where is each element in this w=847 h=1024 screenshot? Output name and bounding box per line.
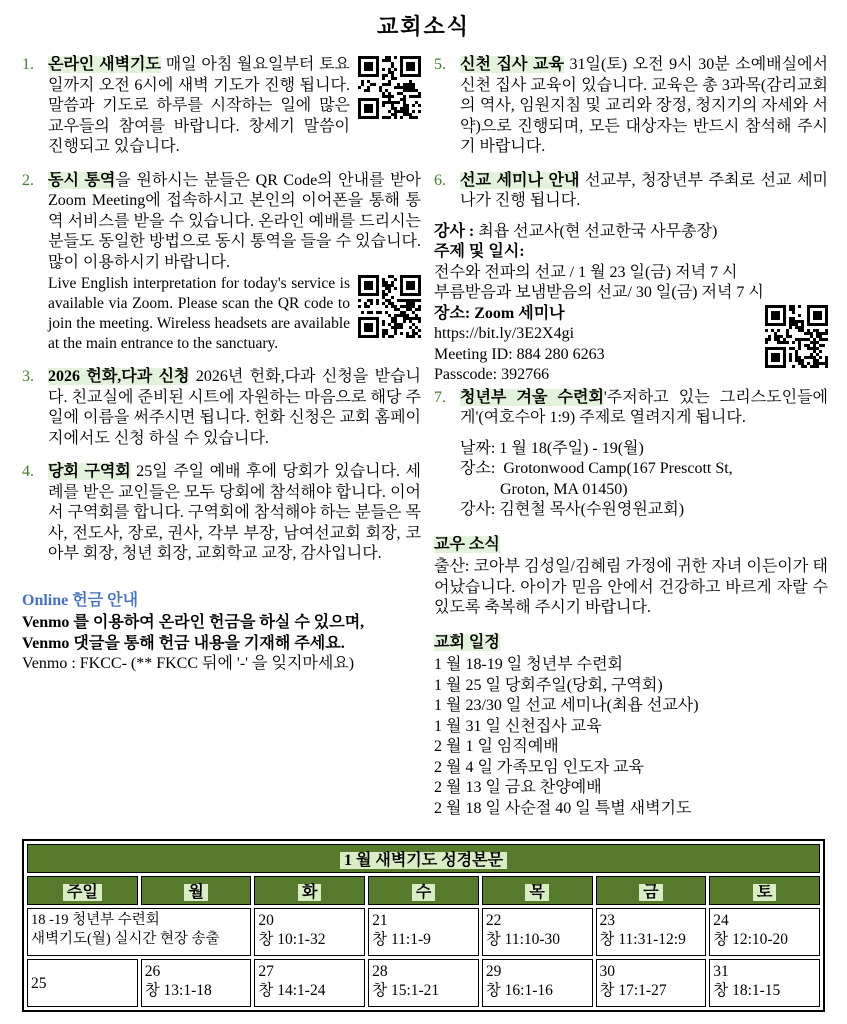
- item-content: [460, 388, 828, 429]
- date-number: 25: [31, 974, 47, 992]
- lecturer-value: 최욥 선교사(현 선교한국 사무총장): [474, 222, 718, 240]
- day-header-label: 토: [753, 884, 776, 901]
- qr-code: [358, 275, 421, 338]
- seminar-schedule-2: 부름받음과 보냄받음의 선교/ 30 일(금) 저녁 7 시: [434, 284, 764, 301]
- item-body: 2026년 헌화,다과 신청을 받습니다. 친교실에 준비된 시트에 자원하는 마음으로 해당 주일에 이름을 써주시면 됩니다. 헌화 신청은 교회 홈페이지에서도 신청 하실 수 있습니다.: [48, 368, 421, 447]
- item-heading: 당회 구역회: [48, 463, 131, 480]
- lecturer-label: 강사 :: [434, 222, 475, 240]
- item-number: 4.: [22, 463, 34, 480]
- item-body: 매일 아침 월요일부터 토요일까지 오전 6시에 새벽 기도가 진행 됩니다. 말씀과 기도로 하루를 시작하는 일에 많은 교우들의 참여를 바랍니다. 창세기 말씀이 진행되고 있습니다.: [48, 56, 350, 155]
- table-cell-retreat: [27, 908, 251, 956]
- day-header-tue: [254, 876, 365, 905]
- table-title: 1 월 새벽기도 성경본문: [340, 852, 507, 869]
- qr-code: [358, 56, 421, 119]
- date-number: 22: [485, 912, 502, 929]
- day-header-label: 주일: [63, 884, 102, 901]
- date-number: 21: [372, 912, 388, 929]
- date-number: 26: [144, 963, 161, 980]
- seminar-details: [434, 222, 828, 386]
- table-cell-21: [368, 908, 479, 956]
- member-news-heading: [434, 535, 828, 556]
- table-cell-31: [709, 959, 820, 1007]
- retreat-details: [460, 439, 828, 521]
- schedule-line: 2 월 13 일 금요 찬양예배: [434, 779, 602, 796]
- church-schedule-section: [434, 633, 828, 820]
- schedule-line: 2 월 1 일 임직예배: [434, 738, 559, 755]
- scripture-ref: 창 11:1-9: [372, 931, 431, 948]
- seminar-url[interactable]: https://bit.ly/3E2X4gi: [434, 325, 575, 342]
- online-giving-line1: Venmo 를 이용하여 온라인 헌금을 하실 수 있으며,: [22, 614, 365, 631]
- date-number: 31: [713, 963, 729, 980]
- retreat-date: 날짜: 1 월 18(주일) - 19(월): [460, 439, 644, 457]
- item-number: 3.: [22, 368, 34, 385]
- table-cell-24: [709, 908, 820, 956]
- table-cell-23: [596, 908, 707, 956]
- table-week2-row: [27, 959, 820, 1007]
- table-cell-26: [141, 959, 252, 1007]
- list-item-2: [22, 171, 421, 355]
- online-giving-line2: Venmo 댓글을 통해 헌금 내용을 기재해 주세요.: [22, 634, 345, 652]
- item-body: 선교부, 청장년부 주최로 선교 세미나가 진행 됩니다.: [460, 171, 828, 209]
- retreat-note-line1: 18 -19 청년부 수련회: [31, 912, 160, 928]
- day-header-sat: [709, 876, 820, 905]
- item-body: 25일 주일 예배 후에 당회가 있습니다. 세례를 받은 교인들은 모두 당회에 참석해야 합니다. 이어서 구역회를 합니다. 구역회에 참석해야 하는 분들은 목사, 전도사, 장로, 권사, 각부 부장, 남여선교회 회장, 코아부 회장, 청년 회장, 교회학교 교장, 감사입니다.: [48, 463, 421, 562]
- retreat-lecturer: 강사: 김현철 목사(수원영원교회): [460, 501, 685, 518]
- seminar-lecturer: [434, 222, 828, 243]
- item-heading: 온라인 새벽기도: [48, 56, 161, 73]
- item-heading: 동시 통역: [48, 171, 116, 189]
- list-item-5: [434, 55, 828, 158]
- table-cell-30: [596, 959, 707, 1007]
- online-giving-heading: Online 헌금 안내: [22, 591, 139, 609]
- table-week1-row: [27, 908, 820, 956]
- scripture-ref: 창 11:10-30: [485, 931, 561, 948]
- item-number: 2.: [22, 171, 34, 189]
- item-number: 6.: [434, 171, 446, 189]
- day-header-label: 목: [525, 884, 548, 901]
- item-number: 7.: [434, 388, 446, 406]
- scripture-ref: 창 17:1-27: [599, 982, 667, 999]
- page-title: 교회소식: [376, 14, 470, 39]
- list-item-7: [434, 388, 828, 429]
- table-title-row: [27, 844, 820, 873]
- day-header-fri: [596, 876, 707, 905]
- day-header-label: 화: [298, 884, 321, 901]
- schedule-line: 2 월 18 일 사순절 40 일 특별 새벽기도: [434, 799, 692, 817]
- english-note-text: Live English interpretation for today's service is available via Zoom. Please scan the QR code to join the meeting. Wireless headsets are available at the main entrance to the sanctuary.: [48, 275, 350, 352]
- scripture-ref: 창 15:1-21: [372, 982, 440, 999]
- seminar-place: 장소: Zoom 세미나: [434, 304, 565, 322]
- retreat-place-2: Groton, MA 01450): [460, 480, 628, 498]
- date-number: 27: [258, 963, 274, 980]
- schedule-line: 1 월 23/30 일 선교 세미나(최욥 선교사): [434, 697, 699, 714]
- seminar-passcode: Passcode: 392766: [434, 366, 550, 383]
- prayer-scripture-table: [22, 839, 825, 1012]
- member-news-heading-text: 교우 소식: [434, 535, 500, 553]
- day-header-thu: [482, 876, 593, 905]
- two-column-layout: [22, 55, 828, 819]
- seminar-schedule-1: 전수와 전파의 선교 / 1 월 23 일(금) 저녁 7 시: [434, 263, 738, 281]
- day-header-sun: [27, 876, 138, 905]
- english-note: [48, 274, 421, 354]
- table-cell-20: [254, 908, 365, 956]
- church-schedule-heading: [434, 633, 828, 654]
- schedule-line: 1 월 31 일 신천집사 교육: [434, 717, 602, 735]
- right-column: [434, 55, 828, 819]
- item-heading: 신천 집사 교육: [460, 56, 564, 73]
- date-number: 23: [599, 912, 616, 929]
- item-number: 1.: [22, 56, 34, 73]
- date-number: 29: [485, 963, 502, 980]
- seminar-topic-label: 주제 및 일시:: [434, 243, 525, 260]
- table-cell-29: [482, 959, 593, 1007]
- item-content: [460, 171, 828, 212]
- left-column: [22, 55, 421, 819]
- date-number: 20: [258, 912, 274, 929]
- table-cell-27: [254, 959, 365, 1007]
- list-item-1: [22, 55, 421, 158]
- list-item-3: [22, 367, 421, 449]
- item-content: [460, 55, 828, 158]
- day-header-mon: [141, 876, 252, 905]
- date-number: 30: [599, 963, 616, 980]
- list-item-4: [22, 462, 421, 565]
- item-content: [48, 55, 421, 158]
- scripture-ref: 창 18:1-15: [713, 982, 781, 999]
- member-news-section: [434, 535, 828, 619]
- scripture-ref: 창 10:1-32: [258, 931, 326, 948]
- online-giving-section: [22, 591, 421, 675]
- retreat-note-line2: 새벽기도(월) 실시간 현장 송출: [31, 931, 220, 947]
- table-cell-22: [482, 908, 593, 956]
- online-giving-line3: Venmo : FKCC- (** FKCC 뒤에 '-' 을 잊지마세요): [22, 655, 355, 672]
- day-header-label: 금: [639, 884, 662, 901]
- scripture-ref: 창 13:1-18: [144, 982, 212, 999]
- item-content: [48, 462, 421, 565]
- seminar-meeting-id: Meeting ID: 884 280 6263: [434, 345, 605, 363]
- church-schedule-heading-text: 교회 일정: [434, 633, 500, 651]
- item-heading: 선교 세미나 안내: [460, 171, 580, 189]
- item-content: [48, 171, 421, 355]
- day-header-label: 수: [412, 884, 435, 901]
- schedule-line: 1 월 25 일 당회주일(당회, 구역회): [434, 676, 663, 694]
- item-body: 31일(토) 오전 9시 30분 소예배실에서 신천 집사 교육이 있습니다. 교육은 총 3과목(감리교회의 역사, 임원지침 및 교리와 장정, 청지기의 자세와 서약)으로 진행되며, 모든 대상자는 반드시 참석해 주시기 바랍니다.: [460, 56, 828, 155]
- item-heading: 2026 헌화,다과 신청: [48, 368, 190, 385]
- table-title-cell: [27, 844, 820, 873]
- schedule-line: 1 월 18-19 일 청년부 수련회: [434, 656, 623, 673]
- item-content: [48, 367, 421, 449]
- date-number: 28: [372, 963, 388, 980]
- table-cell-28: [368, 959, 479, 1007]
- table-day-header-row: [27, 876, 820, 905]
- item-body: '주저하고 있는 그리스도인들에게'(여호수아 1:9) 주제로 열려지게 됩니다.: [460, 388, 828, 426]
- day-header-wed: [368, 876, 479, 905]
- scripture-ref: 창 16:1-16: [485, 982, 553, 999]
- date-number: 24: [713, 912, 729, 929]
- retreat-place-1: 장소: Grotonwood Camp(167 Prescott St,: [460, 460, 733, 477]
- member-news-body: 출산: 코아부 김성일/김혜림 가정에 귀한 자녀 이든이가 태어났습니다. 아이가 믿음 안에서 건강하고 바르게 자랄 수 있도록 축복해 주시기 바랍니다.: [434, 558, 828, 616]
- schedule-line: 2 월 4 일 가족모임 인도자 교육: [434, 758, 645, 776]
- item-heading: 청년부 겨울 수련회: [460, 388, 604, 406]
- qr-code: [765, 305, 828, 368]
- item-number: 5.: [434, 56, 446, 73]
- scripture-ref: 창 11:31-12:9: [599, 931, 686, 948]
- table-cell-25: [27, 959, 138, 1007]
- item-body: 을 원하시는 분들은 QR Code의 안내를 받아 Zoom Meeting에 접속하시고 본인의 이어폰을 통해 통역 서비스를 받을 수 있습니다. 온라인 예배를 드리시는 분들도 동일한 방법으로 동시 통역을 들을 수 있습니다. 많이 이용하시기 바랍니다.: [48, 171, 422, 271]
- list-item-6: [434, 171, 828, 212]
- day-header-label: 월: [184, 884, 207, 901]
- scripture-ref: 창 12:10-20: [713, 931, 789, 948]
- scripture-ref: 창 14:1-24: [258, 982, 326, 999]
